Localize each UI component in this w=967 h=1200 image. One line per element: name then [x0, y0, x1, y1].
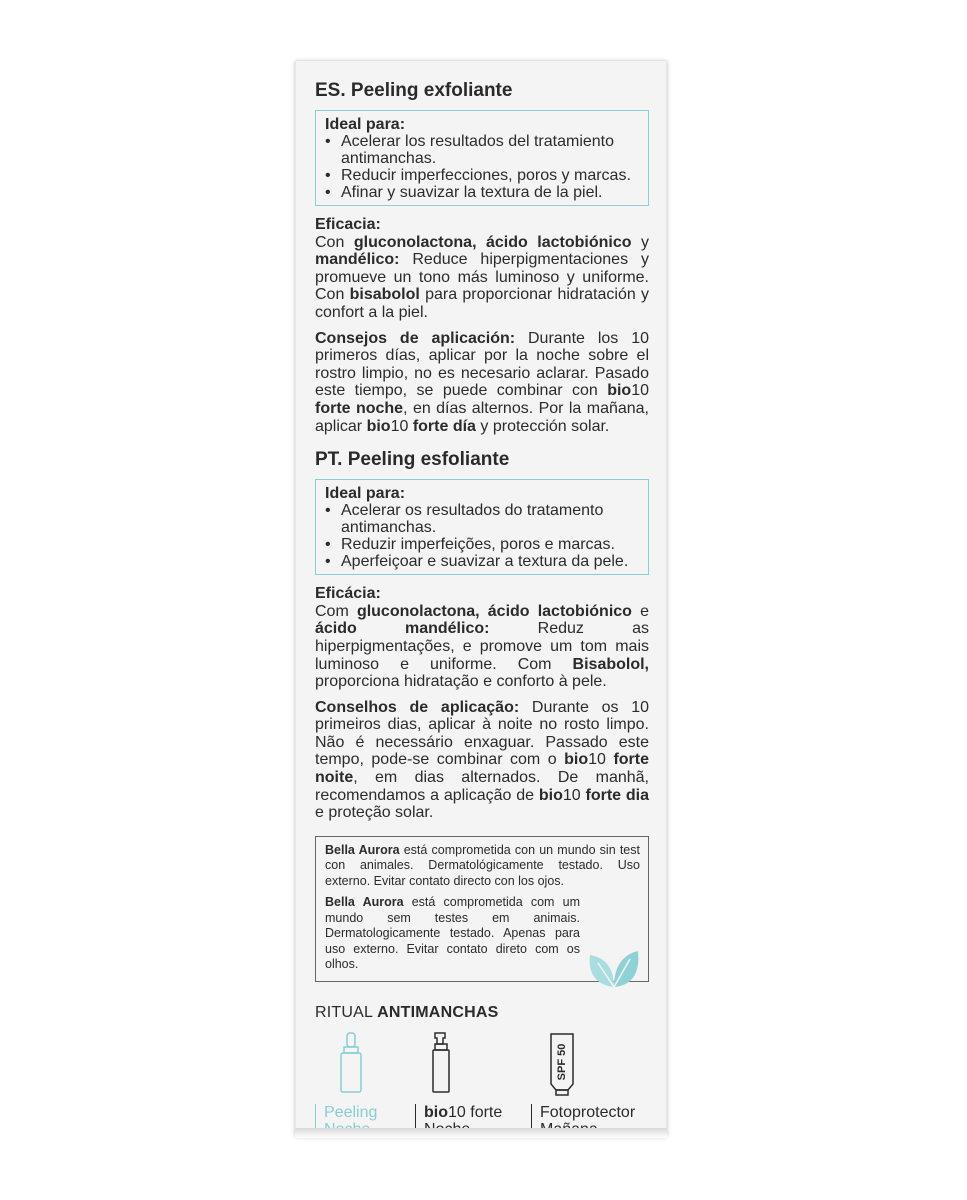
list-item: • Acelerar los resultados del tratamiento antimanchas. — [325, 133, 640, 167]
text: Con — [315, 233, 354, 251]
text: Reduce hiperpigmentaciones y promueve un tono más luminoso y uniforme. Con — [315, 251, 649, 304]
pt-consejos-title: Conselhos de aplicação: — [315, 698, 520, 716]
text: 10 forte — [448, 1103, 503, 1121]
text: está comprometida com um mundo sem testes em animais. Dermatologicamente testado. Apenas para uso externo. Evitar contato direto com os olhos. — [325, 895, 580, 972]
text: está comprometida con un mundo sin test con animales. Dermatológicamente testado. Uso externo. Evitar contato directo con los ojos. — [325, 842, 640, 888]
disclaimer-box — [315, 836, 649, 982]
dropper-bottle-icon — [339, 1032, 363, 1094]
pt-eficacia-title: Eficácia: — [315, 585, 381, 603]
brand-name: Bella Aurora — [325, 842, 400, 857]
pt-eficacia — [315, 585, 649, 691]
bold-text: gluconolactona, ácido lactobiónico — [353, 233, 632, 251]
text: y protección solar. — [475, 417, 610, 435]
bold-text: forte noite — [315, 751, 649, 787]
text: e — [631, 602, 649, 620]
list-item: • Reduzir imperfeições, poros e marcas. — [325, 536, 640, 553]
leaf-icon — [584, 947, 644, 991]
bold-text: Bisabolol, — [572, 655, 649, 673]
pt-title: PT. Peeling esfoliante — [315, 449, 510, 471]
es-ideal-box — [315, 110, 649, 206]
bold-text: bio — [564, 751, 589, 769]
bold-text: bisabolol — [349, 286, 420, 304]
bold-text: ácido mandélico: — [315, 620, 490, 638]
text: proporciona hidratação e conforto à pele. — [315, 673, 607, 691]
bold-text: forte día — [412, 417, 476, 435]
pt-consejos — [315, 699, 649, 822]
text: 10 — [631, 382, 649, 400]
text: , en días alternos. Por la mañana, aplicar — [315, 399, 650, 435]
es-consejos — [315, 330, 649, 436]
pt-ideal-list — [325, 502, 640, 570]
es-title: ES. Peeling exfoliante — [315, 80, 513, 101]
ritual-title — [315, 1004, 649, 1022]
text: 10 — [588, 751, 614, 769]
sunscreen-tube-icon — [549, 1032, 575, 1096]
bold-text: forte noche — [315, 399, 404, 417]
ritual-icons — [315, 1032, 649, 1102]
bold-text: ANTIMANCHAS — [377, 1003, 499, 1021]
bold-text: forte dia — [585, 786, 649, 804]
pump-bottle-icon — [431, 1032, 451, 1094]
spf-label: SPF 50 — [556, 1043, 568, 1081]
brand-name: Bella Aurora — [325, 895, 404, 910]
es-eficacia-title: Eficacia: — [315, 216, 381, 233]
text: Durante los 10 primeros días, aplicar por la noche sobre el rostro limpio, no es necesario aclarar. Pasado este tiempo, se puede combinar con — [315, 329, 649, 400]
bold-text: mandélico: — [315, 251, 400, 269]
text: e proteção solar. — [315, 804, 434, 822]
es-ideal-title: Ideal para: — [325, 116, 406, 133]
bold-text: gluconolactona, ácido lactobiónico — [356, 602, 632, 620]
text: , em dias alternados. De manhã, recomendamos a aplicação de — [315, 769, 649, 804]
list-item: • Acelerar os resultados do tratamento antimanchas. — [325, 502, 640, 536]
es-ideal-list — [325, 133, 640, 201]
text: RITUAL — [315, 1003, 378, 1021]
text: Durante os 10 primeiros dias, aplicar à noite no rosto limpo. Não é necessário enxaguar. Passado este tempo, pode-se combinar com o — [315, 698, 650, 769]
text: y — [631, 233, 650, 251]
panel-content — [315, 80, 649, 1144]
bold-text: bio — [424, 1103, 448, 1121]
es-consejos-title: Consejos de aplicación: — [315, 329, 516, 347]
es-eficacia — [315, 216, 649, 322]
product-box-panel — [295, 60, 667, 1136]
bold-text: bio — [607, 382, 632, 400]
list-item: • Afinar y suavizar la textura de la piel. — [325, 184, 640, 201]
text: 10 — [562, 786, 586, 804]
text: Fotoprotector — [540, 1103, 636, 1121]
list-item: • Reducir imperfecciones, poros y marcas. — [325, 167, 640, 184]
bold-text: bio — [366, 417, 391, 435]
pt-ideal-box — [315, 479, 649, 575]
text: Peeling — [324, 1103, 378, 1121]
pt-ideal-title: Ideal para: — [325, 485, 406, 503]
text: Reduz as hiperpigmentações, e promove um tom mais luminoso e uniforme. Com — [315, 620, 649, 673]
text: 10 — [390, 417, 413, 435]
text — [424, 1104, 502, 1121]
disclaimer-es — [325, 843, 640, 890]
box-bottom-shadow — [295, 1128, 667, 1138]
text: para proporcionar hidratación y confort a la piel. — [315, 286, 649, 321]
list-item: • Aperfeiçoar e suavizar a textura da pele. — [325, 553, 640, 570]
bold-text: bio — [538, 786, 563, 804]
text: Com — [315, 602, 357, 620]
